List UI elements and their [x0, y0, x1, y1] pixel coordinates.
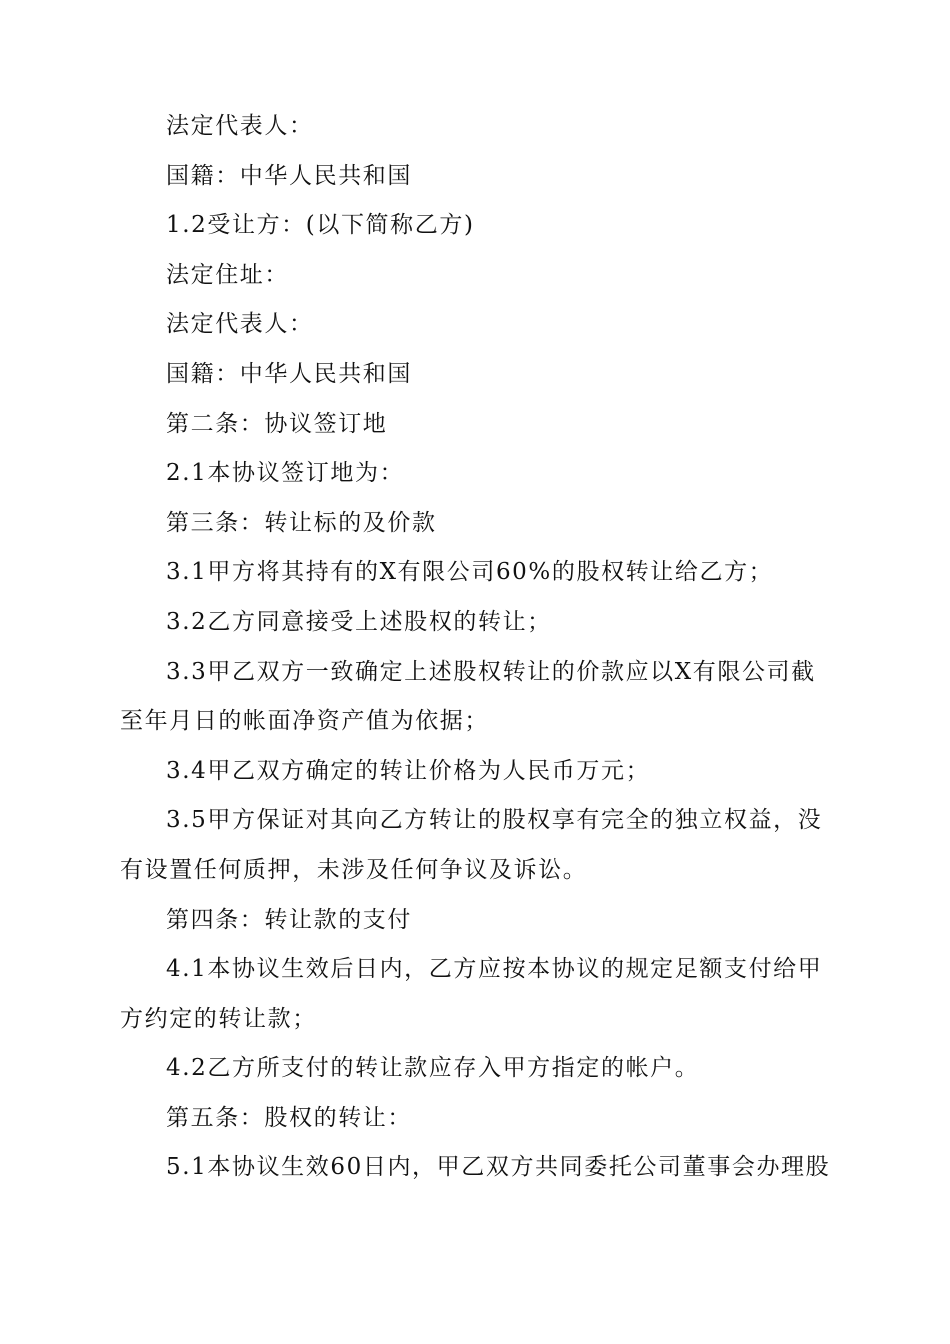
paragraph-legal-address: 法定住址： — [166, 261, 289, 288]
paragraph-4-2: 4.2乙方所支付的转让款应存入甲方指定的帐户。 — [166, 1055, 700, 1082]
paragraph-5-1: 5.1本协议生效60日内，甲乙双方共同委托公司董事会办理股 — [166, 1154, 831, 1181]
paragraph-4-1: 4.1本协议生效后日内，乙方应按本协议的规定足额支付给甲方约定的转让款； — [120, 956, 823, 1032]
heading-article-4: 第四条：转让款的支付 — [166, 906, 412, 933]
heading-article-5: 第五条：股权的转让： — [166, 1104, 412, 1131]
paragraph-nationality-transferor: 国籍：中华人民共和国 — [166, 162, 412, 189]
paragraph-legal-rep-transferee: 法定代表人： — [166, 311, 314, 338]
paragraph-3-1: 3.1甲方将其持有的X有限公司60%的股权转让给乙方； — [166, 559, 774, 586]
paragraph-legal-rep-transferor: 法定代表人： — [166, 113, 314, 139]
paragraph-3-4: 3.4甲乙双方确定的转让价格为人民币万元； — [166, 757, 651, 784]
paragraph-3-2: 3.2乙方同意接受上述股权的转让； — [166, 608, 552, 635]
heading-article-2: 第二条：协议签订地 — [166, 410, 388, 437]
paragraph-3-3: 3.3甲乙双方一致确定上述股权转让的价款应以X有限公司截至年月日的帐面净资产值为依据； — [120, 658, 816, 735]
paragraph-2-1: 2.1本协议签订地为： — [166, 460, 405, 487]
heading-article-3: 第三条：转让标的及价款 — [166, 509, 437, 536]
document-page — [120, 102, 832, 1193]
paragraph-nationality-transferee: 国籍：中华人民共和国 — [166, 360, 412, 387]
paragraph-transferee: 1.2受让方：(以下简称乙方) — [166, 212, 475, 239]
paragraph-3-5: 3.5甲方保证对其向乙方转让的股权享有完全的独立权益，没有设置任何质押，未涉及任何争议及诉讼。 — [120, 807, 823, 883]
